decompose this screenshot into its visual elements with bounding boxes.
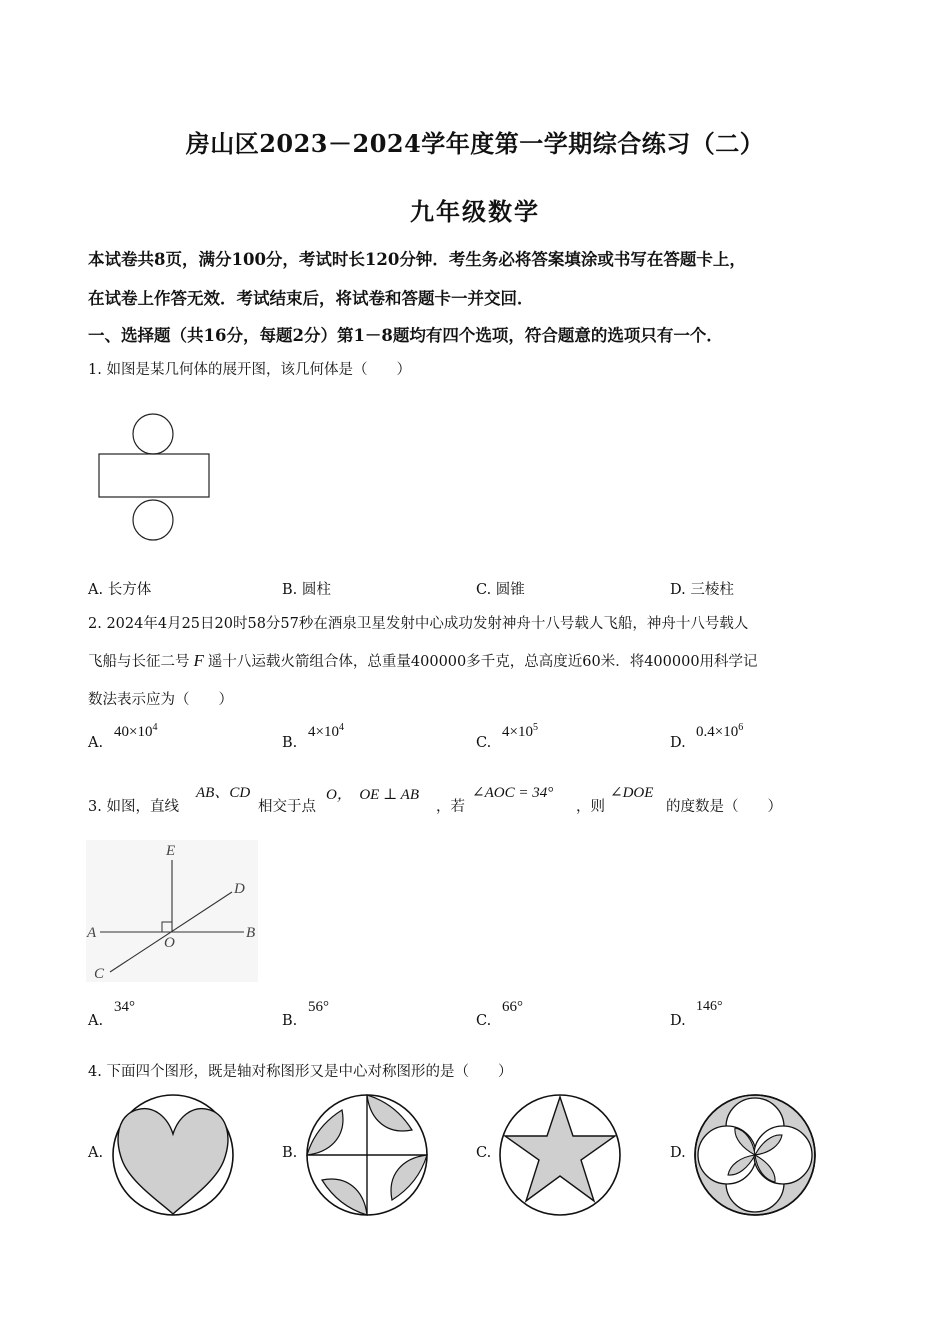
q3-option-b-value: 56°: [308, 999, 329, 1015]
label-o: O: [164, 935, 175, 951]
instructions-line-2: 在试卷上作答无效．考试结束后，将试卷和答题卡一并交回．: [88, 289, 534, 308]
question-3-prefix: 3. 如图，直线: [88, 799, 179, 815]
net-bottom-circle: [133, 500, 173, 540]
q2-option-b-value: $4\times 10^4$: [308, 722, 344, 740]
label-d: D: [234, 881, 245, 897]
q2-option-a-value: $40\times 10^4$: [114, 722, 158, 740]
blade-4: [307, 1110, 343, 1155]
q3-math-angle: ∠AOC = 34°: [472, 785, 554, 801]
question-1-text: 1. 如图是某几何体的展开图，该几何体是（ ）: [88, 362, 411, 378]
q1-option-c[interactable]: C. 圆锥: [476, 582, 525, 598]
blade-1: [367, 1095, 412, 1131]
q2-option-a-label[interactable]: A.: [88, 735, 104, 751]
q3-option-c-label[interactable]: C.: [476, 1013, 492, 1029]
q3-text-4: 的度数是（ ）: [666, 799, 782, 815]
section-heading: 一、选择题（共16分，每题2分）第1－8题均有四个选项，符合题意的选项只有一个．: [88, 326, 723, 345]
label-e: E: [166, 843, 176, 859]
net-top-circle: [133, 414, 173, 454]
q2-option-c-value: $4\times 10^5$: [502, 722, 538, 740]
q4-figure-d-four-circles: [690, 1090, 820, 1220]
q4-figure-a-heart: [108, 1090, 238, 1220]
q1-option-a[interactable]: A. 长方体: [88, 582, 152, 598]
question-2-line-2: 飞船与长征二号 F 遥十八运载火箭组合体，总重量400000多千克，总高度近60米．将400000用科学记: [88, 651, 758, 670]
page-title: 房山区2023－2024学年度第一学期综合练习（二）: [185, 129, 765, 158]
label-b: B: [246, 925, 256, 941]
blade-3: [322, 1179, 367, 1215]
q3-option-d-label[interactable]: D.: [670, 1013, 686, 1029]
q3-text-2: ，若: [436, 799, 465, 815]
q3-math-doe: ∠DOE: [610, 785, 654, 801]
question-2-line-1: 2. 2024年4月25日20时58分57秒在酒泉卫星发射中心成功发射神舟十八号载人飞船，神舟十八号载人: [88, 616, 749, 632]
petal-left: [698, 1126, 756, 1184]
question-2-line-3: 数法表示应为（ ）: [88, 692, 233, 708]
heart-shape: [118, 1109, 228, 1214]
q4-figure-b-pinwheel: [302, 1090, 432, 1220]
q2-option-c-label[interactable]: C.: [476, 735, 492, 751]
q4-option-c-label[interactable]: C.: [476, 1145, 492, 1161]
petal-right: [754, 1126, 812, 1184]
blade-2: [391, 1155, 427, 1200]
q3-math-lines: AB、CD: [196, 785, 251, 801]
q2-option-d-label[interactable]: D.: [670, 735, 686, 751]
q3-text-1: 相交于点: [258, 799, 316, 815]
q3-math-perp: O， OE ⊥ AB: [326, 787, 419, 803]
instructions-line-1: 本试卷共8页，满分100分，考试时长120分钟．考生务必将答案填涂或书写在答题卡上，: [88, 250, 746, 269]
q4-option-d-label[interactable]: D.: [670, 1145, 686, 1161]
q1-option-d[interactable]: D. 三棱柱: [670, 582, 734, 598]
q3-option-b-label[interactable]: B.: [282, 1013, 298, 1029]
q2-option-b-label[interactable]: B.: [282, 735, 298, 751]
q3-option-c-value: 66°: [502, 999, 523, 1015]
q1-option-b[interactable]: B. 圆柱: [282, 582, 331, 598]
q4-option-b-label[interactable]: B.: [282, 1145, 298, 1161]
page-subtitle: 九年级数学: [410, 197, 540, 226]
q3-option-a-label[interactable]: A.: [88, 1013, 104, 1029]
net-rectangle: [99, 454, 209, 497]
q2-option-d-value: $0.4\times 10^6$: [696, 722, 744, 740]
star-shape: [505, 1097, 615, 1201]
q4-figure-c-star: [495, 1090, 625, 1220]
question-3-figure: [86, 840, 258, 982]
question-4-text: 4. 下面四个图形，既是轴对称图形又是中心对称图形的是（ ）: [88, 1064, 513, 1080]
q3-option-a-value: 34°: [114, 999, 135, 1015]
question-1-figure: [96, 408, 214, 544]
label-a: A: [87, 925, 97, 941]
q4-option-a-label[interactable]: A.: [88, 1145, 104, 1161]
q3-text-3: ，则: [576, 799, 605, 815]
label-c: C: [94, 966, 105, 982]
q3-option-d-value: 146°: [696, 999, 723, 1014]
